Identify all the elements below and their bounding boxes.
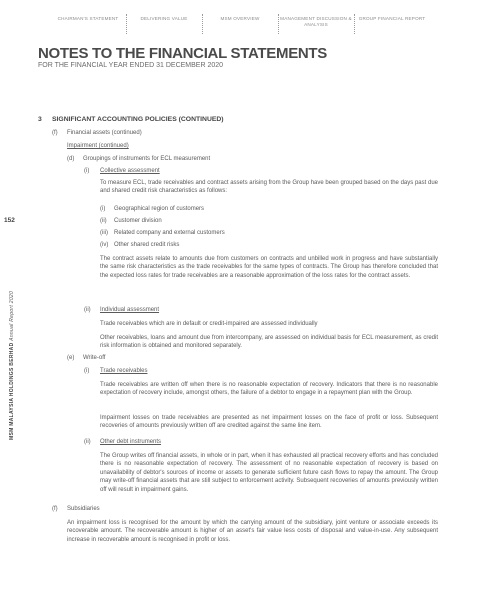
item-label: (i) (84, 368, 90, 374)
nav-management-discussion[interactable]: MANAGEMENT DISCUSSION & ANALYSIS (278, 14, 354, 38)
item-label: (f) (52, 506, 58, 512)
item-label: (ii) (84, 439, 91, 445)
paragraph: Other receivables, loans and amount due from intercompany, are assessed on individual basis for ECL measurement, as credit risk information is obtained and monitored separately. (100, 335, 438, 350)
item-title: Other debt instruments (100, 439, 162, 445)
paragraph: The Group writes off financial assets, in whole or in part, when it has exhausted all practical recovery efforts and has concluded there is no reasonable expectation of recovery. The assessment of no reasonable expectation of recovery is based on unavailability of debtor's sources of income or assets to generate sufficient future cash flows to repay the amount. The Group may write-off financial assets that are still subject to enforcement activity. Subsequent recoveries of amounts previously written off will result in impairment gains. (100, 453, 438, 493)
paragraph: Impairment losses on trade receivables are presented as net impairment losses on the face of profit or loss. Subsequent recoveries of amounts previously written off are credited against the same line item. (100, 415, 438, 430)
subheading: Impairment (continued) (67, 143, 129, 149)
item-label: (f) (52, 130, 58, 136)
section-number: 3 (38, 116, 42, 123)
side-label (7, 240, 15, 440)
item-title: Subsidiaries (67, 506, 100, 512)
item-label: (d) (67, 156, 75, 162)
page-title: NOTES TO THE FINANCIAL STATEMENTS (38, 45, 327, 62)
nav-group-financial-report[interactable]: GROUP FINANCIAL REPORT (354, 14, 430, 38)
paragraph: An impairment loss is recognised for the amount by which the carrying amount of the subsidiary, joint venture or associate exceeds its recoverable amount. The recoverable amount is higher of an asset's fair value less costs of disposal and value-in-use. Any subsequent increase in recoverable amount is recognised in profit or loss. (67, 520, 438, 543)
item-title: Financial assets (continued) (67, 130, 142, 136)
paragraph: The contract assets relate to amounts due from customers on contracts and unbilled work in progress and have substantially the same risk characteristics as the trade receivables for the same types of contracts. The Group has therefore concluded that the expected loss rates for trade receivables are a reasonable approximation of the loss rates for the contract assets. (100, 256, 438, 279)
item-title: Individual assessment (100, 307, 160, 313)
list-item-num: (iii) (100, 230, 108, 236)
list-item-num: (i) (100, 206, 106, 212)
side-label-company: MSM MALAYSIA HOLDINGS BERHAD (9, 342, 15, 440)
nav-chairmans-statement[interactable]: CHAIRMAN'S STATEMENT (57, 16, 119, 21)
page-subtitle: FOR THE FINANCIAL YEAR ENDED 31 DECEMBER 2020 (38, 62, 224, 69)
list-item-num: (iv) (100, 242, 109, 248)
list-item: Customer division (114, 218, 162, 224)
top-navigation (50, 14, 430, 38)
side-label-report: Annual Report 2020 (9, 290, 15, 341)
page-number: 152 (4, 217, 15, 224)
paragraph: Trade receivables are written off when there is no reasonable expectation of recovery. Indicators that there is no reasonable expectation of recovery include, amongst others, the failure of a debtor to engage in a repayment plan with the Group. (100, 382, 438, 397)
nav-delivering-value[interactable]: DELIVERING VALUE (126, 14, 202, 38)
item-label: (e) (67, 355, 75, 361)
section-title: SIGNIFICANT ACCOUNTING POLICIES (CONTINUED) (52, 116, 224, 123)
item-title: Trade receivables (100, 368, 148, 374)
list-item-num: (ii) (100, 218, 107, 224)
item-title: Write-off (83, 355, 106, 361)
item-label: (ii) (84, 307, 91, 313)
list-item: Related company and external customers (114, 230, 225, 236)
item-label: (i) (84, 168, 90, 174)
paragraph: Trade receivables which are in default or credit-impaired are assessed individually (100, 321, 318, 327)
nav-msm-overview[interactable]: MSM OVERVIEW (202, 14, 278, 38)
list-item: Other shared credit risks (114, 242, 180, 248)
item-title: Collective assessment (100, 168, 160, 174)
list-item: Geographical region of customers (114, 206, 205, 212)
item-title: Groupings of instruments for ECL measurement (83, 156, 211, 162)
paragraph: To measure ECL, trade receivables and contract assets arising from the Group have been grouped based on the days past due and shared credit risk characteristics as follows: (100, 180, 438, 195)
